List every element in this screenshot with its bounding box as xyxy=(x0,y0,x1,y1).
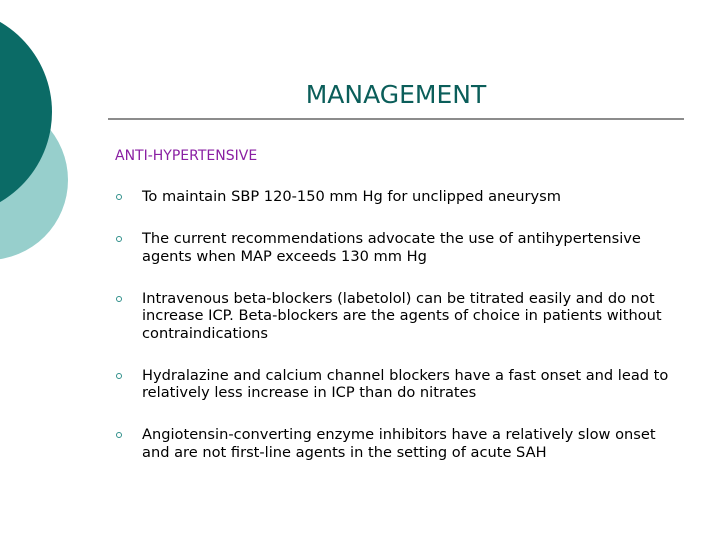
bullet-text: Angiotensin-converting enzyme inhibitors have a relatively slow onset and are not first-line agents in the setting of acute SAH xyxy=(142,426,656,461)
section-subheading: ANTI-HYPERTENSIVE xyxy=(115,148,258,164)
bullet-marker-icon xyxy=(116,296,122,302)
bullet-text: Hydralazine and calcium channel blockers have a fast onset and lead to relatively less increase in ICP than do nitrates xyxy=(142,366,669,401)
slide-title: MANAGEMENT xyxy=(305,80,487,109)
bullet-item xyxy=(112,367,672,402)
bullet-list xyxy=(112,188,672,486)
bullet-text: Intravenous beta-blockers (labetolol) can be titrated easily and do not increase ICP. Beta-blockers are the agents of choice in patients without contraindications xyxy=(142,289,662,342)
bullet-text: To maintain SBP 120-150 mm Hg for unclipped aneurysm xyxy=(142,188,561,205)
bullet-item xyxy=(112,188,672,206)
bullet-marker-icon xyxy=(116,236,122,242)
bullet-item xyxy=(112,426,672,461)
bullet-item xyxy=(112,230,672,265)
bullet-text: The current recommendations advocate the use of antihypertensive agents when MAP exceeds 130 mm Hg xyxy=(142,230,641,265)
title-divider xyxy=(108,118,684,120)
bullet-marker-icon xyxy=(116,373,122,379)
decorative-circles xyxy=(0,0,120,300)
bullet-marker-icon xyxy=(116,432,122,438)
bullet-marker-icon xyxy=(116,194,122,200)
bullet-item xyxy=(112,290,672,343)
